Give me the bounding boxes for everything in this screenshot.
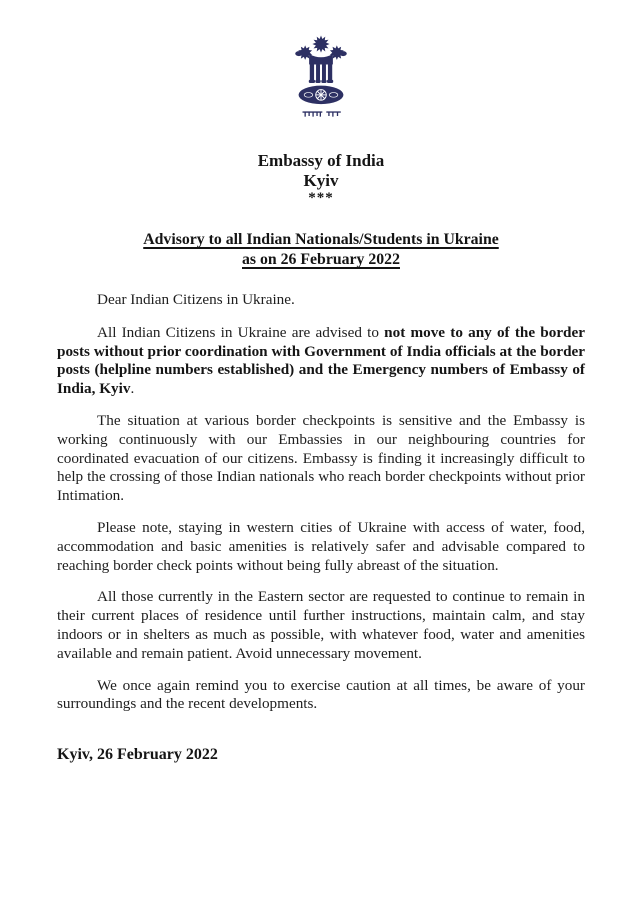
organization-city: Kyiv (303, 171, 339, 190)
paragraph-border-situation: The situation at various border checkpoints is sensitive and the Embassy is working continuously with our Embassies in our neighbouring countries for coordinated evacuation of our citizens. Embassy is finding it increasingly difficult to help the crossing of those Indian nationals who reach border checkpoints without prior Intimation. (57, 411, 585, 505)
india-state-emblem-icon (288, 34, 354, 132)
paragraph-advice-tail: . (130, 380, 135, 398)
signoff-date-line: Kyiv, 26 February 2022 (57, 746, 218, 764)
paragraph-advice-lead: All Indian Citizens in Ukraine are advised to (97, 323, 385, 341)
paragraph-advice (57, 324, 585, 399)
document-body (57, 291, 585, 714)
document-title-line1: Advisory to all Indian Nationals/Students in Ukraine (143, 231, 499, 248)
emblem-container (57, 34, 585, 137)
emblem-motto-script (303, 112, 341, 117)
paragraph-western-cities: Please note, staying in western cities of Ukraine with access of water, food, accommodation and basic amenities is relatively safer and advisable compared to reaching border check points without being fully abreast of the situation. (57, 518, 585, 574)
paragraph-advice-bold: not move to any of the border posts without prior coordination with Government of India officials at the border posts (helpline numbers established) and the Emergency numbers of Embassy of India, Kyiv (57, 323, 585, 398)
divider-asterisks: *** (308, 190, 334, 206)
paragraph-caution-reminder: We once again remind you to exercise caution at all times, be aware of your surroundings and the recent developments. (57, 676, 585, 713)
salutation: Dear Indian Citizens in Ukraine. (97, 291, 295, 308)
paragraph-eastern-sector: All those currently in the Eastern sector are requested to continue to remain in their current places of residence until further instructions, maintain calm, and stay indoors or in shelters as much as possible, with whatever food, water and amenities available and remain patient. Avoid unnecessary movement. (57, 588, 585, 662)
document-title-line2: as on 26 February 2022 (242, 251, 400, 268)
letterhead (57, 151, 585, 206)
document-title (57, 230, 585, 270)
organization-name: Embassy of India (257, 151, 385, 170)
